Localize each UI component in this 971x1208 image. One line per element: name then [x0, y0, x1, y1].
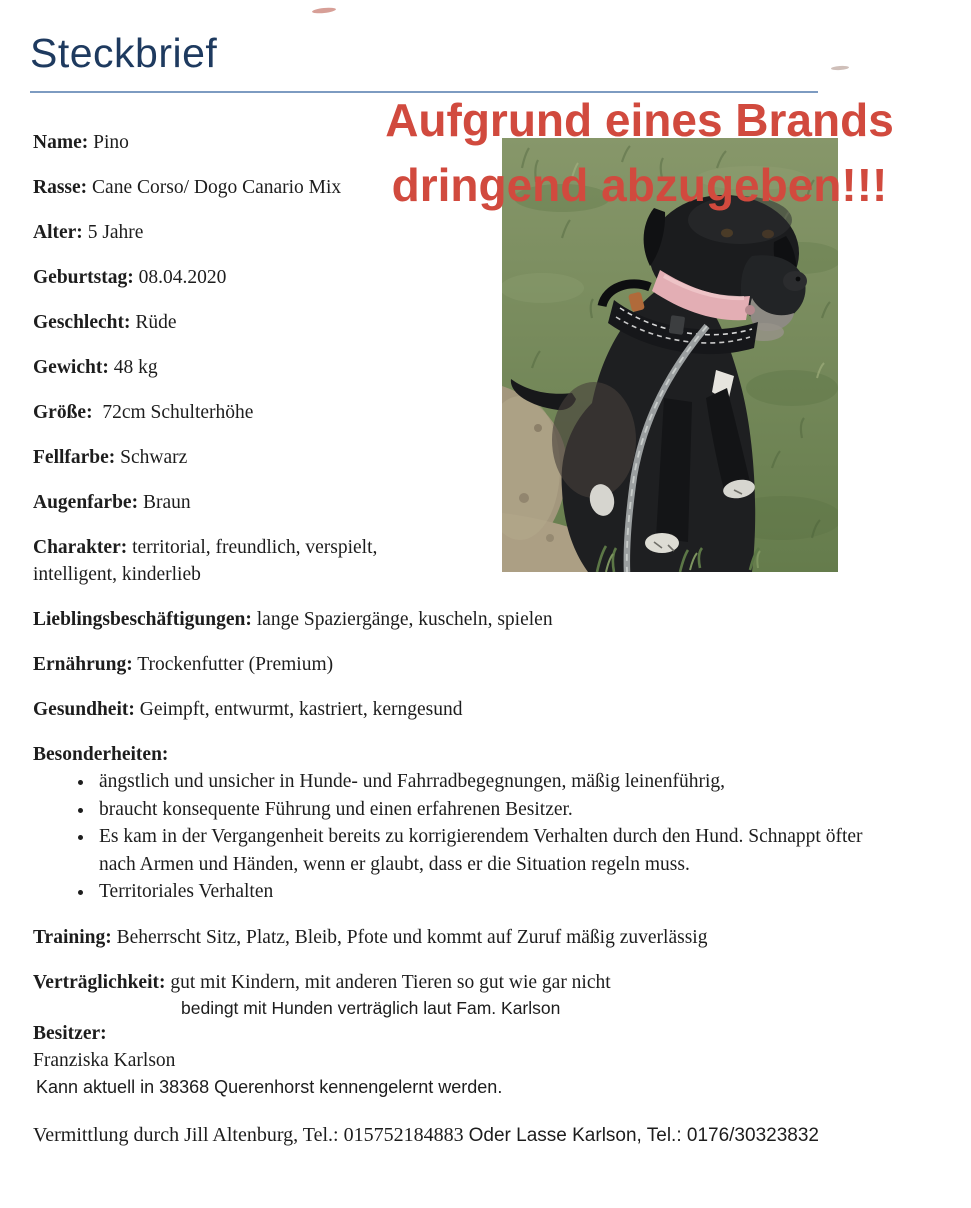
urgent-notice-line2: dringend abzugeben!!!: [391, 159, 888, 211]
field-label: Lieblingsbeschäftigungen:: [33, 609, 252, 630]
collar-ring: [745, 305, 755, 315]
field-label: Verträglichkeit:: [33, 971, 166, 993]
field-label: Training:: [33, 926, 112, 948]
dog-nose: [783, 271, 807, 291]
field-lieblingsbeschaeftigungen: [33, 606, 939, 633]
list-item: • braucht konsequente Führung und einen erfahrenen Besitzer.: [95, 796, 869, 824]
harness-buckle: [669, 315, 685, 335]
besitzer-note: Kann aktuell in 38368 Querenhorst kennengelernt werden.: [36, 1076, 503, 1097]
field-value: 72cm Schulterhöhe: [102, 402, 254, 423]
contact-footer: [33, 1122, 939, 1149]
red-smudge-mark: [312, 7, 336, 14]
field-value: lange Spaziergänge, kuscheln, spielen: [256, 609, 553, 630]
besitzer-name: Franziska Karlson: [33, 1049, 176, 1071]
field-value: 48 kg: [113, 357, 158, 378]
list-item: • Es kam in der Vergangenheit bereits zu korrigierendem Verhalten durch den Hund. Schnappt öfter nach Armen und Händen, wenn er glaubt, dass er die Situation regeln muss.: [95, 823, 869, 878]
besonderheiten-heading: Besonderheiten:: [33, 744, 169, 765]
field-value: gut mit Kindern, mit anderen Tieren so gut wie gar nicht: [170, 971, 611, 993]
dog-left-eye: [721, 229, 733, 238]
field-vertraeglichkeit: [33, 969, 939, 996]
field-value: 08.04.2020: [138, 267, 227, 288]
field-label: Augenfarbe:: [33, 492, 139, 513]
urgent-notice-line1: Aufgrund eines Brands: [385, 94, 894, 146]
field-value: 5 Jahre: [87, 222, 144, 243]
field-training: [33, 924, 939, 951]
besonderheiten-list: [33, 768, 939, 906]
field-label: Fellfarbe:: [33, 447, 116, 468]
field-label: Charakter:: [33, 537, 128, 558]
field-value: Rüde: [135, 312, 177, 333]
field-value: territorial, freundlich, verspielt, intelligent, kinderlieb: [33, 537, 378, 585]
field-label: Größe:: [33, 402, 93, 423]
dog-thigh: [552, 382, 636, 498]
dog-right-eye: [762, 230, 774, 239]
list-item: • ängstlich und unsicher in Hunde- und Fahrradbegegnungen, mäßig leinenführig,: [95, 768, 869, 796]
field-value: Beherrscht Sitz, Platz, Bleib, Pfote und kommt auf Zuruf mäßig zuverlässig: [116, 926, 708, 948]
field-gesundheit: [33, 696, 939, 723]
field-label: Gesundheit:: [33, 699, 135, 720]
field-label: Ernährung:: [33, 654, 133, 675]
field-value: Pino: [93, 132, 129, 153]
field-value: Geimpft, entwurmt, kastriert, kerngesund: [139, 699, 463, 720]
dog-nostril: [796, 277, 801, 282]
urgent-notice: [308, 88, 971, 218]
vertraeglichkeit-note: bedingt mit Hunden verträglich laut Fam. Karlson: [181, 997, 561, 1018]
contact-sans: Oder Lasse Karlson, Tel.: 0176/30323832: [468, 1124, 819, 1146]
faint-dash-mark: [831, 65, 849, 70]
field-ernaehrung: [33, 651, 939, 678]
field-label: Rasse:: [33, 177, 88, 198]
field-charakter: [33, 534, 453, 588]
field-label: Name:: [33, 132, 89, 153]
page-title: Steckbrief: [30, 30, 218, 76]
field-value: Trockenfutter (Premium): [137, 654, 334, 675]
field-value: Cane Corso/ Dogo Canario Mix: [92, 177, 342, 198]
field-label: Geschlecht:: [33, 312, 131, 333]
contact-serif: Vermittlung durch Jill Altenburg, Tel.: 015752184883: [33, 1123, 464, 1146]
list-item: • Territoriales Verhalten: [95, 878, 869, 906]
field-label: Gewicht:: [33, 357, 109, 378]
field-value: Schwarz: [120, 447, 188, 468]
field-label: Geburtstag:: [33, 267, 134, 288]
field-value: Braun: [142, 492, 191, 513]
field-label: Alter:: [33, 222, 83, 243]
besitzer-heading: Besitzer:: [33, 1022, 107, 1044]
